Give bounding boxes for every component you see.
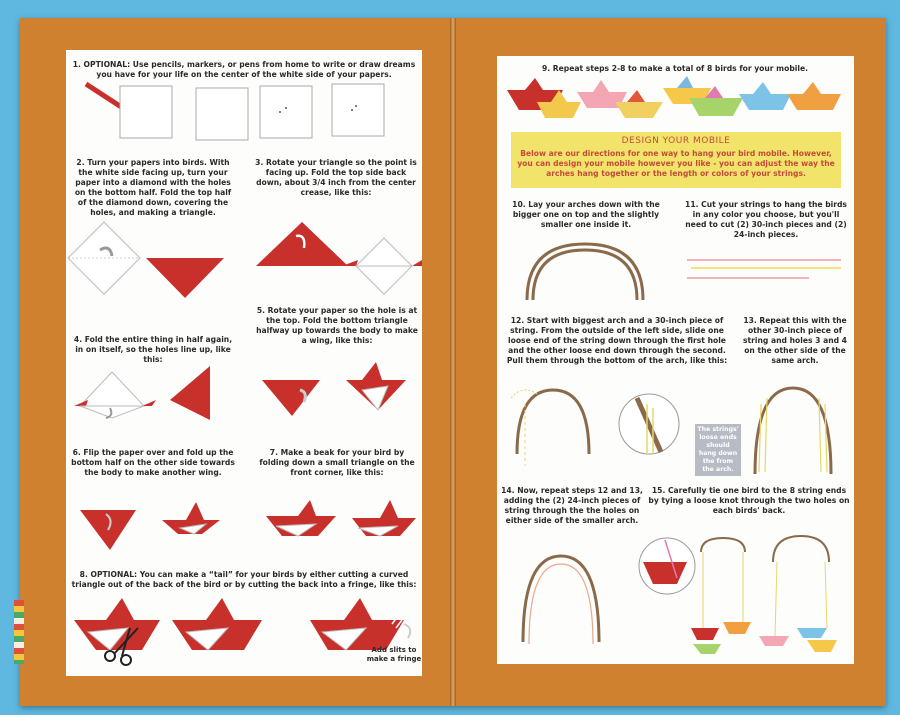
design-title: DESIGN YOUR MOBILE — [621, 136, 731, 146]
step-14-text: 14. Now, repeat steps 12 and 13, adding the (2) 24-inch pieces of string through the the holes on either side of the smaller arch. — [501, 486, 643, 525]
left-page — [66, 50, 422, 676]
design-your-mobile-box — [511, 132, 841, 188]
step-15-text: 15. Carefully tie one bird to the 8 string ends by tying a loose knot through the two holes on each birds' back. — [648, 486, 850, 515]
step-8-text: 8. OPTIONAL: You can make a “tail” for your birds by either cutting a curved triangle out of the back of the bird or by cutting the back into a fringe, like this: — [71, 570, 417, 589]
step-12-13-illustration — [497, 374, 854, 474]
step-3-text: 3. Rotate your triangle so the point is facing up. Fold the top side back down, about 3/4 inch from the center crease, like this: — [255, 158, 417, 197]
step-11-text: 11. Cut your strings to hang the birds in any color you choose, but you'll need to cut (2) 30-inch pieces and (2) 24-inch pieces. — [685, 200, 847, 239]
step-4-text: 4. Fold the entire thing in half again, in on itself, so the holes line up, like this: — [73, 335, 233, 364]
step-10-11-illustration — [497, 242, 854, 302]
step-7-text: 7. Make a beak for your bird by folding down a small triangle on the front corner, like this: — [259, 448, 415, 477]
booklet-spine — [450, 18, 456, 706]
step-13-text: 13. Repeat this with the other 30-inch piece of string and holes 3 and 4 on the other side of the same arch. — [743, 316, 847, 365]
slits-note: Add slits to make a fringe — [366, 646, 422, 663]
step-6-7-illustration — [66, 498, 422, 554]
step-6-text: 6. Flip the paper over and fold up the bottom half on the other side towards the body to make another wing. — [71, 448, 235, 477]
step-2-text: 2. Turn your papers into birds. With the white side facing up, turn your paper into a diamond with the holes on the bottom half. Fold the top half of the diamond down, covering the holes, and making a triangle. — [74, 158, 232, 217]
step-10-text: 10. Lay your arches down with the bigger one on top and the slightly smaller one inside it. — [512, 200, 660, 229]
step-12-text: 12. Start with biggest arch and a 30-inch piece of string. From the outside of the left side, slide one loose end of the string down through the first hole and the other loose end down through the second. Pull them through the bottom of the arch, like this: — [506, 316, 728, 365]
design-text: Below are our directions for one way to hang your bird mobile. However, you can design your mobile however you like - you can adjust the way the arches hang together or the length or colors of your strings. — [517, 149, 835, 178]
step-4-5-illustration — [66, 360, 422, 420]
step-5-text: 5. Rotate your paper so the hole is at the top. Fold the bottom triangle halfway up towards the body to make a wing, like this: — [256, 306, 418, 345]
right-page — [497, 56, 854, 664]
step-14-15-illustration — [497, 532, 854, 664]
back-page-stripes — [14, 600, 24, 664]
step-1-illustration — [80, 78, 410, 150]
step-2-3-illustration — [66, 220, 422, 300]
strings-callout: The strings' loose ends should hang down the from the arch. — [695, 424, 741, 476]
bird-row-illustration — [503, 76, 849, 126]
step-1-text: 1. OPTIONAL: Use pencils, markers, or pens from home to write or draw dreams you have for your life on the center of the white side of your papers. — [72, 60, 416, 79]
step-9-text: 9. Repeat steps 2-8 to make a total of 8 birds for your mobile. — [542, 64, 808, 73]
